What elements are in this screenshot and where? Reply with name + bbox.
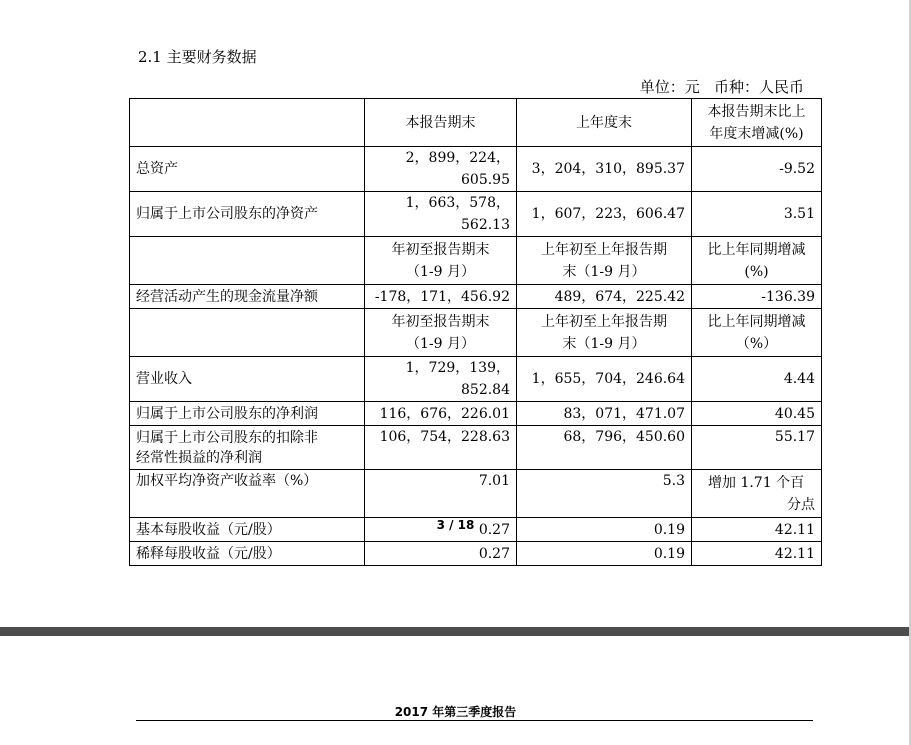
row-value-prior: 0.19	[517, 518, 692, 542]
row-label: 加权平均净资产收益率（%）	[130, 470, 365, 518]
subheader-line: 末（1-9 月）	[562, 335, 646, 352]
unit-currency-note: 单位：元 币种：人民币	[639, 78, 804, 96]
row-value-change: 40.45	[692, 402, 822, 426]
subheader-line: （%）	[735, 335, 778, 352]
subheader-line: 年初至报告期末	[391, 241, 490, 258]
row-label: 营业收入	[130, 357, 365, 402]
header-change-line1: 本报告期末比上	[707, 103, 806, 120]
row-value-prior: 5.3	[517, 470, 692, 518]
table-row	[130, 357, 822, 402]
table-row	[130, 402, 822, 426]
report-title-header: 2017 年第三季度报告	[394, 705, 517, 719]
header-cell-blank	[130, 99, 365, 147]
subheader-cell-blank	[130, 237, 365, 285]
table-row	[130, 147, 822, 192]
header-change-line2: 年度末增减(%)	[709, 125, 804, 142]
change-line: 分点	[787, 496, 815, 513]
subheader-line: 上年初至上年报告期	[541, 313, 667, 330]
row-value-current: 1，729，139，852.84	[365, 357, 517, 402]
subheader-cell-prior-ytd	[517, 309, 692, 357]
row-value-prior: 1，607，223，606.47	[517, 192, 692, 237]
financial-data-table	[129, 98, 822, 566]
row-label: 归属于上市公司股东的净资产	[130, 192, 365, 237]
row-value-change: -136.39	[692, 285, 822, 309]
subheader-cell-ytd	[365, 309, 517, 357]
subheader-cell-prior-ytd	[517, 237, 692, 285]
row-value-change: 4.44	[692, 357, 822, 402]
table-row	[130, 426, 822, 470]
subheader-cell-yoy	[692, 237, 822, 285]
row-value-prior: 68，796，450.60	[517, 426, 692, 470]
header-cell-current-period: 本报告期末	[365, 99, 517, 147]
table-row	[130, 542, 822, 566]
change-line: 增加 1.71 个百	[708, 474, 805, 491]
row-value-change	[692, 470, 822, 518]
section-title: 2.1 主要财务数据	[138, 48, 257, 66]
next-page	[0, 636, 911, 745]
subheader-line: (%)	[744, 263, 769, 280]
table-row	[130, 192, 822, 237]
table-row	[130, 285, 822, 309]
row-label: 总资产	[130, 147, 365, 192]
subheader-line: 比上年同期增减	[707, 313, 806, 330]
table-row	[130, 470, 822, 518]
table-subheader-row	[130, 237, 822, 285]
row-value-prior: 0.19	[517, 542, 692, 566]
header-cell-prior-year-end: 上年度末	[517, 99, 692, 147]
row-value-change: 55.17	[692, 426, 822, 470]
subheader-cell-blank	[130, 309, 365, 357]
row-value-change: 42.11	[692, 518, 822, 542]
header-rule	[136, 720, 813, 721]
row-label: 经营活动产生的现金流量净额	[130, 285, 365, 309]
subheader-line: 上年初至上年报告期	[541, 241, 667, 258]
table-header-row	[130, 99, 822, 147]
row-value-change: -9.52	[692, 147, 822, 192]
row-value-change: 3.51	[692, 192, 822, 237]
row-value-current: 116，676，226.01	[365, 402, 517, 426]
row-label-line: 经常性损益的净利润	[136, 449, 262, 466]
row-label	[130, 426, 365, 470]
page-number: 3 / 18	[436, 518, 475, 532]
subheader-cell-yoy	[692, 309, 822, 357]
subheader-line: 比上年同期增减	[707, 241, 806, 258]
subheader-cell-ytd	[365, 237, 517, 285]
row-value-current: 0.27	[365, 518, 517, 542]
row-value-current: 106，754，228.63	[365, 426, 517, 470]
subheader-line: 年初至报告期末	[391, 313, 490, 330]
subheader-line: （1-9 月）	[406, 335, 475, 352]
subheader-line: 末（1-9 月）	[562, 263, 646, 280]
row-label: 基本每股收益（元/股）	[130, 518, 365, 542]
row-value-current: 0.27	[365, 542, 517, 566]
row-value-current: 1，663，578，562.13	[365, 192, 517, 237]
row-value-change: 42.11	[692, 542, 822, 566]
row-value-prior: 83，071，471.07	[517, 402, 692, 426]
row-value-current: -178，171，456.92	[365, 285, 517, 309]
header-cell-change	[692, 99, 822, 147]
row-value-prior: 1，655，704，246.64	[517, 357, 692, 402]
row-label-line: 归属于上市公司股东的扣除非	[136, 429, 318, 446]
subheader-line: （1-9 月）	[406, 263, 475, 280]
row-value-prior: 489，674，225.42	[517, 285, 692, 309]
row-label: 归属于上市公司股东的净利润	[130, 402, 365, 426]
row-value-current: 2，899，224，605.95	[365, 147, 517, 192]
table-subheader-row	[130, 309, 822, 357]
row-value-prior: 3，204，310，895.37	[517, 147, 692, 192]
row-value-current: 7.01	[365, 470, 517, 518]
page-separator	[0, 627, 911, 636]
row-label: 稀释每股收益（元/股）	[130, 542, 365, 566]
